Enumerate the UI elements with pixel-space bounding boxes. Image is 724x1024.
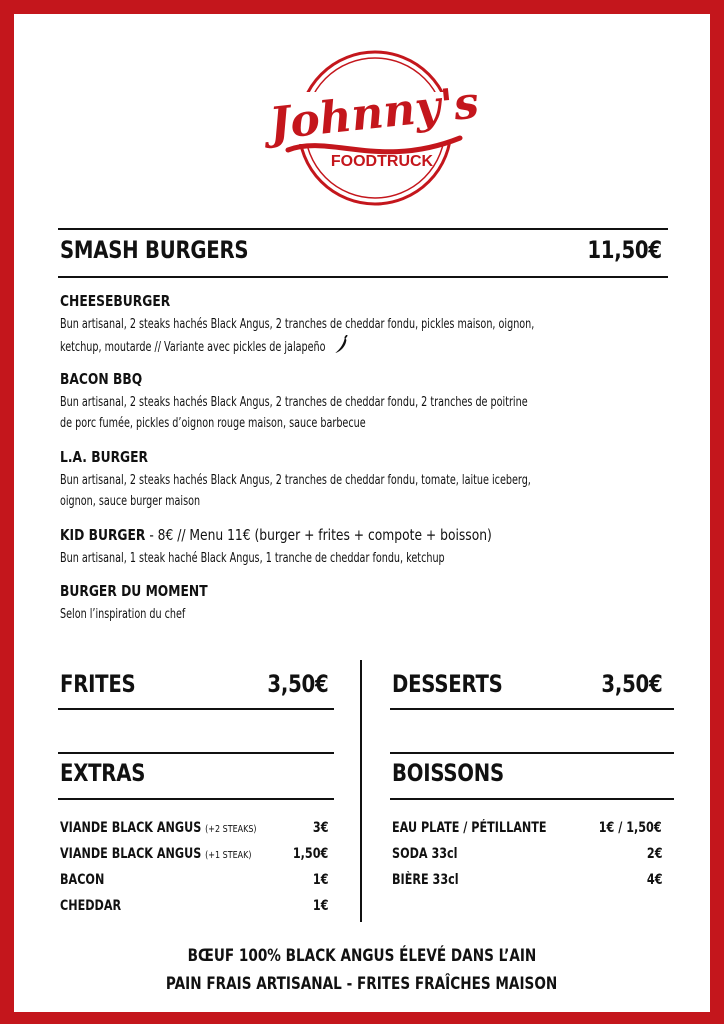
item-bacon-bbq-line2: de porc fumée, pickles d’oignon rouge maison, sauce barbecue (60, 416, 366, 431)
boissons-bottom-rule (390, 798, 674, 800)
extras-top-rule (58, 752, 334, 754)
footer-line-1 (14, 946, 710, 966)
smash-bottom-rule (58, 276, 668, 278)
boissons-row-2-label: SODA 33cl (392, 846, 458, 862)
extras-row-2-note: (+1 STEAK) (205, 850, 252, 861)
frites-rule (58, 708, 334, 710)
footer-line-2-text: PAIN FRAIS ARTISANAL - FRITES FRAÎCHES MAISON (166, 974, 558, 994)
extras-row-1-name: VIANDE BLACK ANGUS (60, 820, 202, 836)
extras-row-3-label: BACON (60, 872, 105, 888)
item-bacon-bbq-title: BACON BBQ (60, 370, 143, 388)
item-la-burger-desc (60, 470, 674, 512)
smash-top-rule (58, 228, 668, 230)
boissons-row-1-price: 1€ / 1,50€ (599, 820, 662, 836)
boissons-row-3-price: 4€ (646, 872, 662, 888)
item-la-burger-line1: Bun artisanal, 2 steaks hachés Black Angus, 2 tranches de cheddar fondu, tomate, laitue iceberg, (60, 473, 531, 488)
footer-line-1-text: BŒUF 100% BLACK ANGUS ÉLEVÉ DANS L’AIN (187, 946, 537, 966)
extras-row-2-label (60, 846, 251, 862)
item-kid-burger-title (60, 526, 492, 544)
extras-row-2-price: 1,50€ (292, 846, 328, 862)
frites-title: FRITES (60, 670, 136, 698)
logo-script-text: Johnny's (267, 77, 482, 150)
extras-row-3-price: 1€ (312, 872, 328, 888)
boissons-row-3-label: BIÈRE 33cl (392, 872, 459, 888)
extras-row-1-price: 3€ (312, 820, 328, 836)
item-cheeseburger-line2-text: ketchup, moutarde // Variante avec pickles de jalapeño (60, 340, 326, 355)
chili-pepper-icon (333, 335, 349, 355)
boissons-title: BOISSONS (392, 759, 504, 787)
logo-subtitle: FOODTRUCK (330, 153, 434, 170)
item-la-burger-title: L.A. BURGER (60, 448, 149, 466)
item-cheeseburger-line2 (60, 335, 674, 358)
boissons-row-1-label: EAU PLATE / PÉTILLANTE (392, 820, 547, 836)
item-bacon-bbq-desc (60, 392, 674, 434)
extras-bottom-rule (58, 798, 334, 800)
item-burger-du-moment-desc (60, 604, 674, 625)
item-kid-burger-line1: Bun artisanal, 1 steak haché Black Angus, 1 tranche de cheddar fondu, ketchup (60, 551, 445, 566)
extras-row-4-price: 1€ (312, 898, 328, 914)
extras-title: EXTRAS (60, 759, 146, 787)
desserts-title: DESSERTS (392, 670, 503, 698)
item-cheeseburger-desc (60, 314, 674, 358)
boissons-row-2-price: 2€ (646, 846, 662, 862)
footer-line-2 (14, 974, 710, 994)
item-cheeseburger-line1: Bun artisanal, 2 steaks hachés Black Angus, 2 tranches de cheddar fondu, pickles maison, oignon, (60, 317, 535, 332)
item-cheeseburger-title: CHEESEBURGER (60, 292, 171, 310)
item-kid-burger-desc (60, 548, 674, 569)
smash-title: SMASH BURGERS (60, 236, 249, 264)
boissons-top-rule (390, 752, 674, 754)
column-divider (360, 660, 362, 922)
item-la-burger-line2: oignon, sauce burger maison (60, 494, 201, 509)
extras-row-1-note: (+2 STEAKS) (205, 824, 257, 835)
item-kid-burger-extra: - 8€ // Menu 11€ (burger + frites + compote + boisson) (145, 526, 492, 544)
item-burger-du-moment-line1: Selon l’inspiration du chef (60, 607, 186, 622)
frites-price: 3,50€ (266, 670, 328, 698)
smash-price: 11,50€ (587, 236, 662, 264)
johnnys-logo (260, 42, 490, 212)
desserts-price: 3,50€ (600, 670, 662, 698)
item-kid-burger-name: KID BURGER (60, 526, 146, 544)
extras-row-4-label: CHEDDAR (60, 898, 122, 914)
extras-row-2-name: VIANDE BLACK ANGUS (60, 846, 202, 862)
extras-row-1-label (60, 820, 257, 836)
desserts-rule (390, 708, 674, 710)
item-burger-du-moment-title: BURGER DU MOMENT (60, 582, 208, 600)
item-bacon-bbq-line1: Bun artisanal, 2 steaks hachés Black Angus, 2 tranches de cheddar fondu, 2 tranches de poitrine (60, 395, 528, 410)
